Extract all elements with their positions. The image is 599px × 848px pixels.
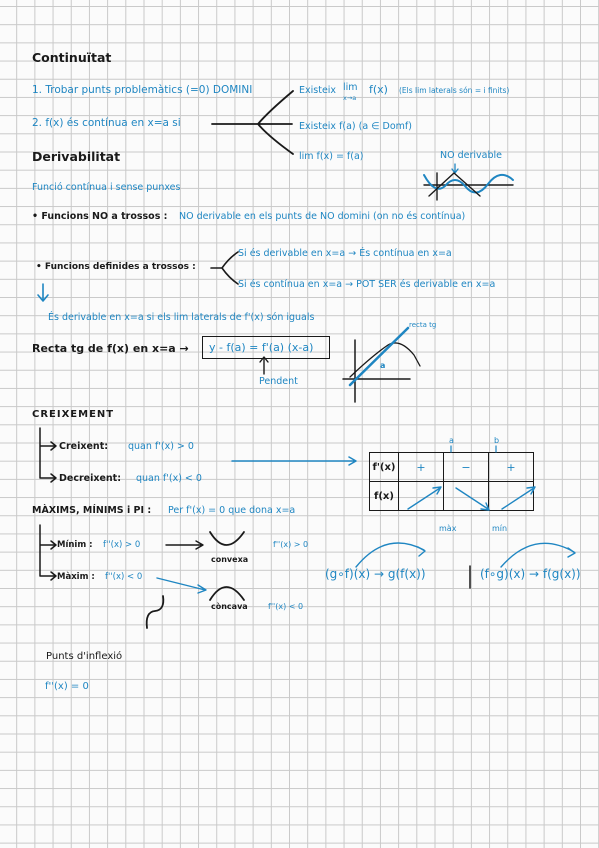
table-arrow-up-2 (502, 487, 535, 509)
decreixent-label: Decreixent: (59, 473, 122, 484)
down-arrow-icon (38, 284, 48, 301)
row2-label: f(x) (370, 482, 399, 511)
maxim-label: Màxim : (57, 572, 95, 582)
derivable-note: És derivable en x=a si els lim laterals de f'(x) són iguals (48, 312, 315, 323)
composition-gf: (g∘f)(x) → g(f(x)) (325, 567, 426, 581)
maxmin-title-rest: Per f'(x) = 0 que dona x=a (168, 505, 296, 516)
table-max: màx (439, 524, 457, 533)
sign-3: + (489, 453, 534, 482)
no-derivable-arrow (452, 164, 458, 173)
continuitat-step1: 1. Trobar punts problemàtics (=0) DOMINI (32, 84, 253, 96)
cond1-existeix: Existeix (299, 85, 337, 96)
creixement-title: CREIXEMENT (32, 409, 115, 420)
tangent-label: Recta tg de f(x) en x=a → (32, 342, 189, 355)
creixement-arrow (232, 457, 356, 465)
inflection-curve (147, 596, 164, 628)
sign-2: − (444, 453, 489, 482)
concava-cond: f''(x) < 0 (268, 602, 304, 611)
minim-arrow (166, 541, 203, 549)
table-col-b: b (494, 436, 500, 445)
concava-label: còncava (211, 602, 248, 611)
row1-label: f'(x) (370, 453, 399, 482)
minim-cond: f''(x) > 0 (103, 540, 141, 550)
tangent-line (350, 328, 408, 385)
composition-arc-1 (356, 543, 425, 567)
convexa-cond: f''(x) > 0 (273, 540, 309, 549)
cond1-lim: lim (343, 82, 358, 93)
convexa-curve (210, 532, 244, 545)
cond1-fx: f(x) (369, 83, 388, 96)
bullet2-label: • Funcions definides a trossos : (36, 262, 196, 272)
minim-label: Mínim : (57, 540, 93, 550)
maxmin-title: MÀXIMS, MÍNIMS i PI : (32, 505, 152, 516)
table-arrow-up-1 (408, 487, 441, 509)
recta-tg-label: recta tg (409, 321, 437, 329)
no-derivable-label: NO derivable (440, 150, 502, 161)
bullet1-label: • Funcions NO a trossos : (32, 211, 168, 222)
tangent-curve (350, 343, 420, 377)
table-col-a: a (449, 436, 454, 445)
table-min: mín (492, 524, 508, 533)
creixent-cond: quan f'(x) > 0 (128, 441, 194, 452)
continuitat-title: Continuïtat (32, 50, 112, 65)
decreixent-cond: quan f'(x) < 0 (136, 473, 202, 484)
cond1-note: (Els lim laterals són = i finits) (399, 86, 510, 95)
cond3: lim f(x) = f(a) (299, 151, 364, 162)
derivabilitat-title: Derivabilitat (32, 149, 121, 164)
bullet1-text: NO derivable en els punts de NO domini (on no és contínua) (179, 211, 466, 222)
creixement-bracket (40, 428, 56, 482)
tangent-formula: y - f(a) = f'(a) (x-a) (209, 341, 314, 354)
inflexio-formula: f''(x) = 0 (45, 681, 89, 692)
composition-fg: (f∘g)(x) → f(g(x)) (480, 567, 581, 581)
maxim-arrow (157, 578, 206, 593)
graph-point-a: a (380, 361, 386, 370)
pendent-label: Pendent (259, 376, 298, 387)
pendent-arrow (260, 357, 268, 374)
cond1-sub: x→a (343, 94, 357, 102)
table-arrow-down (456, 488, 489, 510)
piecewise-bracket (211, 252, 238, 284)
creixent-label: Creixent: (59, 441, 109, 452)
sign-1: + (399, 453, 444, 482)
maxim-cond: f''(x) < 0 (105, 572, 143, 582)
branch2: Si és contínua en x=a → POT SER és derivable en x=a (238, 279, 496, 290)
concava-curve (210, 587, 244, 600)
branch1: Si és derivable en x=a → És contínua en x=a (238, 248, 452, 259)
inflexio-title: Punts d'inflexió (46, 651, 123, 662)
continuitat-step2: 2. f(x) és contínua en x=a si (32, 117, 181, 129)
convexa-label: convexa (211, 555, 249, 564)
derivabilitat-subtitle: Funció contínua i sense punxes (32, 182, 181, 193)
composition-arc-2 (501, 543, 575, 567)
cond2: Existeix f(a) (a ∈ Domf) (299, 121, 412, 132)
maxmin-bracket (40, 525, 56, 580)
continuity-bracket (212, 91, 293, 154)
